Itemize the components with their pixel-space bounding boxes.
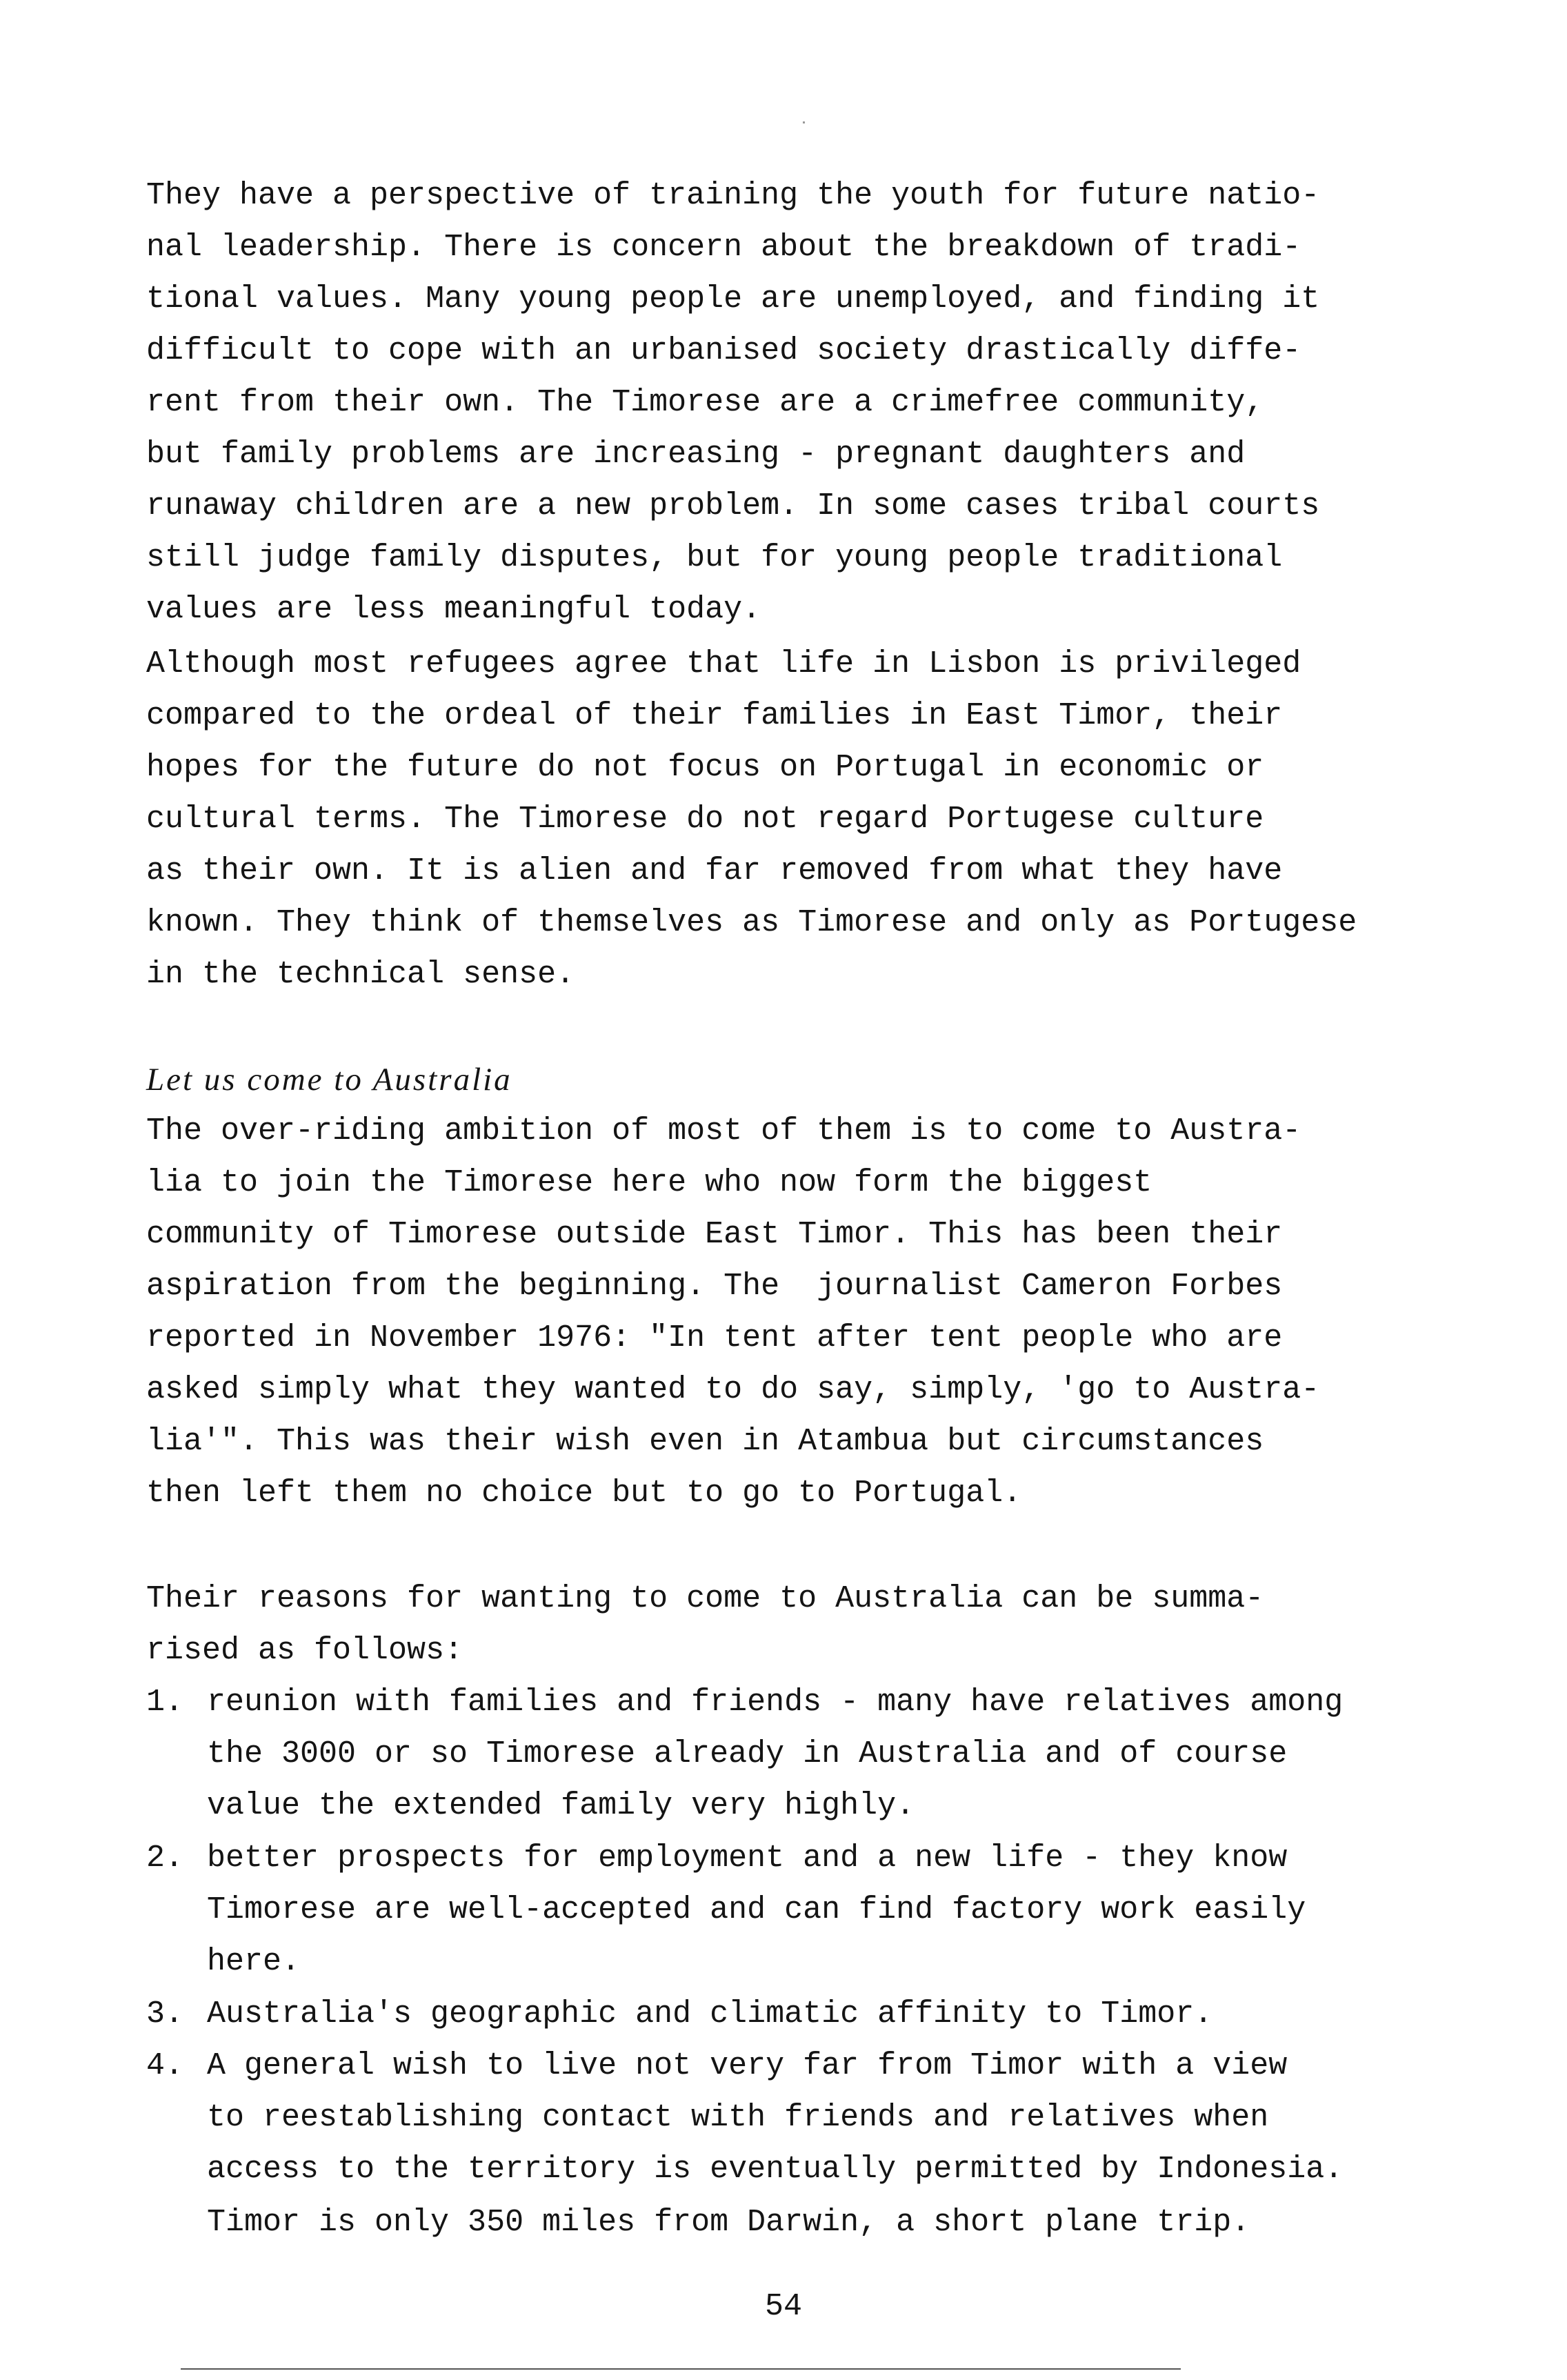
paragraph-1-line: values are less meaningful today. (146, 592, 761, 627)
paragraph-3-line: aspiration from the beginning. The journalist Cameron Forbes (146, 1269, 1283, 1304)
paragraph-3-line: then left them no choice but to go to Portugal. (146, 1476, 1022, 1511)
paragraph-1-line: tional values. Many young people are unemployed, and finding it (146, 281, 1320, 317)
paragraph-3-line: asked simply what they wanted to do say, simply, 'go to Austra- (146, 1372, 1320, 1407)
paragraph-2-line: compared to the ordeal of their families in East Timor, their (146, 698, 1283, 733)
list-item-line: value the extended family very highly. (207, 1788, 915, 1823)
list-item-number: 3. (146, 1996, 184, 2032)
list-item-number: 2. (146, 1841, 184, 1876)
list-item-line: access to the territory is eventually permitted by Indonesia. (207, 2152, 1344, 2187)
paragraph-1-line: runaway children are a new problem. In some cases tribal courts (146, 488, 1320, 524)
bottom-rule (181, 2368, 1181, 2370)
paragraph-1-line: still judge family disputes, but for young people traditional (146, 540, 1283, 575)
paragraph-3-line: lia'". This was their wish even in Atambua but circumstances (146, 1424, 1264, 1459)
paragraph-3-line: lia to join the Timorese here who now form the biggest (146, 1165, 1152, 1200)
paragraph-4-line: Their reasons for wanting to come to Australia can be summa- (146, 1581, 1264, 1616)
list-item-line: better prospects for employment and a new life - they know (207, 1841, 1288, 1876)
list-item-line: Australia's geographic and climatic affinity to Timor. (207, 1996, 1213, 2032)
paragraph-3-line: reported in November 1976: "In tent after tent people who are (146, 1320, 1283, 1356)
paragraph-2-line: hopes for the future do not focus on Portugal in economic or (146, 750, 1264, 785)
page-number: 54 (764, 2289, 802, 2324)
section-heading: Let us come to Australia (146, 1062, 512, 1098)
scan-speck (803, 121, 805, 123)
paragraph-2-line: Although most refugees agree that life in Lisbon is privileged (146, 646, 1301, 682)
list-item-line: Timor is only 350 miles from Darwin, a short plane trip. (207, 2205, 1250, 2240)
paragraph-1-line: difficult to cope with an urbanised society drastically diffe- (146, 333, 1301, 368)
paragraph-1-line: nal leadership. There is concern about the breakdown of tradi- (146, 230, 1301, 265)
list-item-number: 4. (146, 2048, 184, 2083)
paragraph-4-line: rised as follows: (146, 1633, 463, 1668)
paragraph-3-line: The over-riding ambition of most of them is to come to Austra- (146, 1113, 1301, 1149)
paragraph-2-line: as their own. It is alien and far removed from what they have (146, 853, 1283, 889)
list-item-line: Timorese are well-accepted and can find factory work easily (207, 1892, 1306, 1927)
list-item-number: 1. (146, 1685, 184, 1720)
paragraph-1-line: They have a perspective of training the youth for future natio- (146, 178, 1320, 213)
list-item-line: A general wish to live not very far from Timor with a view (207, 2048, 1288, 2083)
list-item-line: to reestablishing contact with friends and relatives when (207, 2100, 1269, 2135)
list-item-line: the 3000 or so Timorese already in Australia and of course (207, 1736, 1288, 1772)
paragraph-2-line: in the technical sense. (146, 957, 575, 992)
paragraph-2-line: known. They think of themselves as Timorese and only as Portugese (146, 905, 1357, 940)
paragraph-1-line: rent from their own. The Timorese are a crimefree community, (146, 385, 1264, 420)
paragraph-3-line: community of Timorese outside East Timor. This has been their (146, 1217, 1283, 1252)
list-item-line: here. (207, 1944, 301, 1979)
paragraph-2-line: cultural terms. The Timorese do not regard Portugese culture (146, 802, 1264, 837)
paragraph-1-line: but family problems are increasing - pregnant daughters and (146, 437, 1246, 472)
list-item-line: reunion with families and friends - many have relatives among (207, 1685, 1344, 1720)
